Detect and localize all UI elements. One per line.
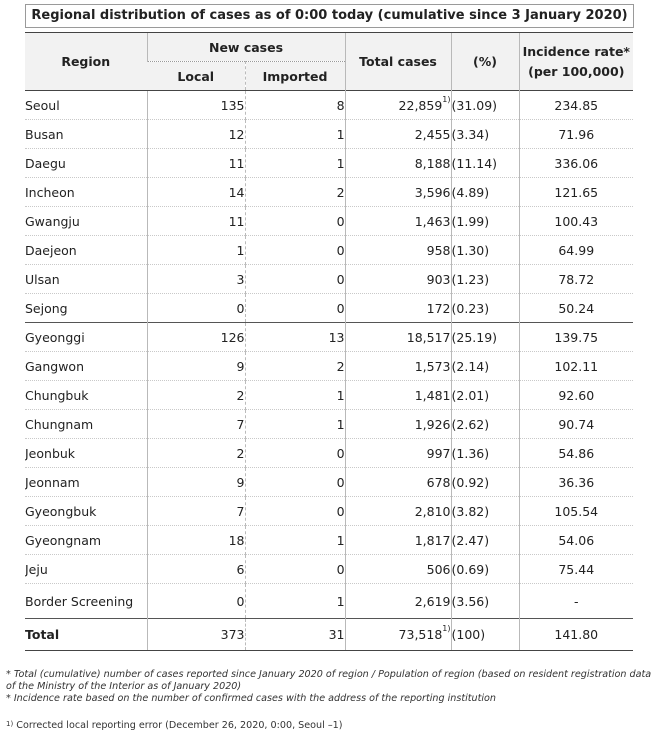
incidence-rate-cell: 64.99 — [519, 236, 633, 265]
percent-cell: (1.36) — [451, 439, 519, 468]
region-cell: Gangwon — [25, 352, 147, 381]
table-row — [25, 352, 633, 381]
total-cases-cell — [345, 555, 451, 584]
percent-cell: (4.89) — [451, 178, 519, 207]
total-cases-value: 3,596 — [414, 184, 451, 200]
total-cases-cell — [345, 619, 451, 651]
percent-cell: (2.62) — [451, 410, 519, 439]
region-cell: Busan — [25, 120, 147, 149]
table-row — [25, 555, 633, 584]
total-cases-value: 678 — [426, 474, 451, 490]
local-cases-cell: 1 — [147, 236, 245, 265]
total-cases-cell — [345, 207, 451, 236]
region-cell: Jeonnam — [25, 468, 147, 497]
header-new-cases: New cases — [147, 33, 345, 62]
local-cases-cell: 14 — [147, 178, 245, 207]
incidence-rate-cell: 141.80 — [519, 619, 633, 651]
total-cases-value: 172 — [426, 300, 451, 316]
percent-cell: (3.56) — [451, 584, 519, 619]
table-row — [25, 439, 633, 468]
region-cell: Seoul — [25, 91, 147, 120]
table-row — [25, 323, 633, 352]
total-cases-cell — [345, 91, 451, 120]
total-cases-cell — [345, 236, 451, 265]
total-cases-value: 903 — [426, 271, 451, 287]
imported-cases-cell: 31 — [245, 619, 345, 651]
header-incidence-rate — [519, 33, 633, 91]
local-cases-cell: 11 — [147, 149, 245, 178]
total-cases-cell — [345, 149, 451, 178]
correction-text: Corrected local reporting error (December 26, 2020, 0:00, Seoul –1) — [16, 720, 343, 731]
total-cases-value: 1,573 — [414, 358, 451, 374]
total-cases-value: 1,463 — [414, 213, 451, 229]
table-row — [25, 468, 633, 497]
imported-cases-cell: 8 — [245, 91, 345, 120]
footnotes — [6, 669, 656, 705]
imported-cases-cell: 0 — [245, 294, 345, 323]
percent-cell: (1.30) — [451, 236, 519, 265]
header-incidence-line2: (per 100,000) — [528, 63, 625, 79]
percent-cell: (0.69) — [451, 555, 519, 584]
total-cases-cell — [345, 323, 451, 352]
imported-cases-cell: 1 — [245, 526, 345, 555]
total-cases-value: 1,481 — [414, 387, 451, 403]
region-cell: Sejong — [25, 294, 147, 323]
total-cases-cell — [345, 584, 451, 619]
local-cases-cell: 3 — [147, 265, 245, 294]
total-cases-cell — [345, 439, 451, 468]
table-row — [25, 584, 633, 619]
total-cases-cell — [345, 352, 451, 381]
percent-cell: (2.47) — [451, 526, 519, 555]
percent-cell: (25.19) — [451, 323, 519, 352]
incidence-rate-cell: 336.06 — [519, 149, 633, 178]
total-cases-cell — [345, 120, 451, 149]
percent-cell: (2.01) — [451, 381, 519, 410]
imported-cases-cell: 2 — [245, 352, 345, 381]
total-cases-value: 997 — [426, 445, 451, 461]
table-row — [25, 236, 633, 265]
table-row — [25, 178, 633, 207]
note-incidence: * Incidence rate based on the number of confirmed cases with the address of the reporting institution — [6, 693, 497, 704]
footnote-marker: 1) — [442, 624, 451, 633]
region-cell: Jeonbuk — [25, 439, 147, 468]
percent-cell: (1.23) — [451, 265, 519, 294]
local-cases-cell: 9 — [147, 352, 245, 381]
percent-cell: (100) — [451, 619, 519, 651]
table-row — [25, 91, 633, 120]
table-row — [25, 381, 633, 410]
percent-cell: (0.92) — [451, 468, 519, 497]
incidence-rate-cell: 36.36 — [519, 468, 633, 497]
imported-cases-cell: 0 — [245, 468, 345, 497]
header-incidence-line1: Incidence rate* — [522, 43, 630, 59]
header-total-cases: Total cases — [345, 33, 451, 91]
header-region: Region — [25, 33, 147, 91]
total-cases-value: 958 — [426, 242, 451, 258]
table-row — [25, 526, 633, 555]
region-cell: Gwangju — [25, 207, 147, 236]
region-cell: Total — [25, 619, 147, 651]
total-cases-cell — [345, 526, 451, 555]
total-cases-cell — [345, 468, 451, 497]
total-cases-value: 1,926 — [414, 416, 451, 432]
local-cases-cell: 9 — [147, 468, 245, 497]
total-cases-cell — [345, 381, 451, 410]
table-row — [25, 497, 633, 526]
local-cases-cell: 0 — [147, 294, 245, 323]
percent-cell: (31.09) — [451, 91, 519, 120]
imported-cases-cell: 0 — [245, 236, 345, 265]
region-cell: Ulsan — [25, 265, 147, 294]
percent-cell: (11.14) — [451, 149, 519, 178]
total-cases-value: 8,188 — [414, 155, 451, 171]
local-cases-cell: 18 — [147, 526, 245, 555]
local-cases-cell: 12 — [147, 120, 245, 149]
incidence-rate-cell: 54.86 — [519, 439, 633, 468]
imported-cases-cell: 1 — [245, 584, 345, 619]
local-cases-cell: 6 — [147, 555, 245, 584]
table-row — [25, 207, 633, 236]
percent-cell: (1.99) — [451, 207, 519, 236]
table-row — [25, 120, 633, 149]
total-cases-value: 18,517 — [406, 329, 451, 345]
total-cases-value: 506 — [426, 561, 451, 577]
region-cell: Border Screening — [25, 584, 147, 619]
local-cases-cell: 2 — [147, 439, 245, 468]
imported-cases-cell: 13 — [245, 323, 345, 352]
total-row — [25, 619, 633, 651]
incidence-rate-cell: 139.75 — [519, 323, 633, 352]
correction-marker: 1) — [6, 720, 14, 728]
incidence-rate-cell: 105.54 — [519, 497, 633, 526]
incidence-rate-cell: 78.72 — [519, 265, 633, 294]
incidence-rate-cell: 121.65 — [519, 178, 633, 207]
table-row — [25, 294, 633, 323]
header-percent: (%) — [451, 33, 519, 91]
total-cases-value: 1,817 — [414, 532, 451, 548]
region-cell: Gyeongnam — [25, 526, 147, 555]
imported-cases-cell: 1 — [245, 149, 345, 178]
total-cases-value: 73,518 — [398, 627, 443, 642]
region-cell: Chungnam — [25, 410, 147, 439]
imported-cases-cell: 0 — [245, 555, 345, 584]
local-cases-cell: 7 — [147, 497, 245, 526]
incidence-rate-cell: 75.44 — [519, 555, 633, 584]
incidence-rate-cell: 92.60 — [519, 381, 633, 410]
percent-cell: (3.82) — [451, 497, 519, 526]
local-cases-cell: 7 — [147, 410, 245, 439]
header-imported: Imported — [245, 62, 345, 91]
region-cell: Gyeonggi — [25, 323, 147, 352]
incidence-rate-cell: 100.43 — [519, 207, 633, 236]
total-cases-value: 2,619 — [414, 593, 451, 609]
table-title: Regional distribution of cases as of 0:00 today (cumulative since 3 January 2020) — [25, 4, 634, 28]
incidence-rate-cell: 71.96 — [519, 120, 633, 149]
table-row — [25, 265, 633, 294]
imported-cases-cell: 1 — [245, 381, 345, 410]
local-cases-cell: 11 — [147, 207, 245, 236]
imported-cases-cell: 0 — [245, 497, 345, 526]
imported-cases-cell: 0 — [245, 207, 345, 236]
local-cases-cell: 2 — [147, 381, 245, 410]
incidence-rate-cell: 50.24 — [519, 294, 633, 323]
local-cases-cell: 373 — [147, 619, 245, 651]
regional-cases-table — [25, 32, 633, 651]
header-local: Local — [147, 62, 245, 91]
table-body — [25, 91, 633, 651]
total-cases-cell — [345, 294, 451, 323]
percent-cell: (2.14) — [451, 352, 519, 381]
region-cell: Gyeongbuk — [25, 497, 147, 526]
percent-cell: (3.34) — [451, 120, 519, 149]
note-formula: * Total (cumulative) number of cases reported since January 2020 of region / Population of region (based on resident registration data of the Ministry of the Interior as of January 2020) — [6, 669, 652, 692]
incidence-rate-cell: - — [519, 584, 633, 619]
total-cases-cell — [345, 497, 451, 526]
region-cell: Daejeon — [25, 236, 147, 265]
table-row — [25, 149, 633, 178]
total-cases-value: 2,455 — [414, 126, 451, 142]
total-cases-cell — [345, 410, 451, 439]
local-cases-cell: 126 — [147, 323, 245, 352]
incidence-rate-cell: 102.11 — [519, 352, 633, 381]
imported-cases-cell: 1 — [245, 120, 345, 149]
region-cell: Daegu — [25, 149, 147, 178]
total-cases-cell — [345, 178, 451, 207]
percent-cell: (0.23) — [451, 294, 519, 323]
incidence-rate-cell: 90.74 — [519, 410, 633, 439]
incidence-rate-cell: 54.06 — [519, 526, 633, 555]
region-cell: Jeju — [25, 555, 147, 584]
incidence-rate-cell: 234.85 — [519, 91, 633, 120]
region-cell: Incheon — [25, 178, 147, 207]
imported-cases-cell: 0 — [245, 265, 345, 294]
imported-cases-cell: 0 — [245, 439, 345, 468]
footnote-marker: 1) — [442, 94, 451, 104]
correction-note — [6, 720, 656, 732]
region-cell: Chungbuk — [25, 381, 147, 410]
local-cases-cell: 135 — [147, 91, 245, 120]
table-row — [25, 410, 633, 439]
total-cases-value: 22,859 — [398, 97, 443, 113]
total-cases-value: 2,810 — [414, 503, 451, 519]
total-cases-cell — [345, 265, 451, 294]
imported-cases-cell: 2 — [245, 178, 345, 207]
imported-cases-cell: 1 — [245, 410, 345, 439]
local-cases-cell: 0 — [147, 584, 245, 619]
